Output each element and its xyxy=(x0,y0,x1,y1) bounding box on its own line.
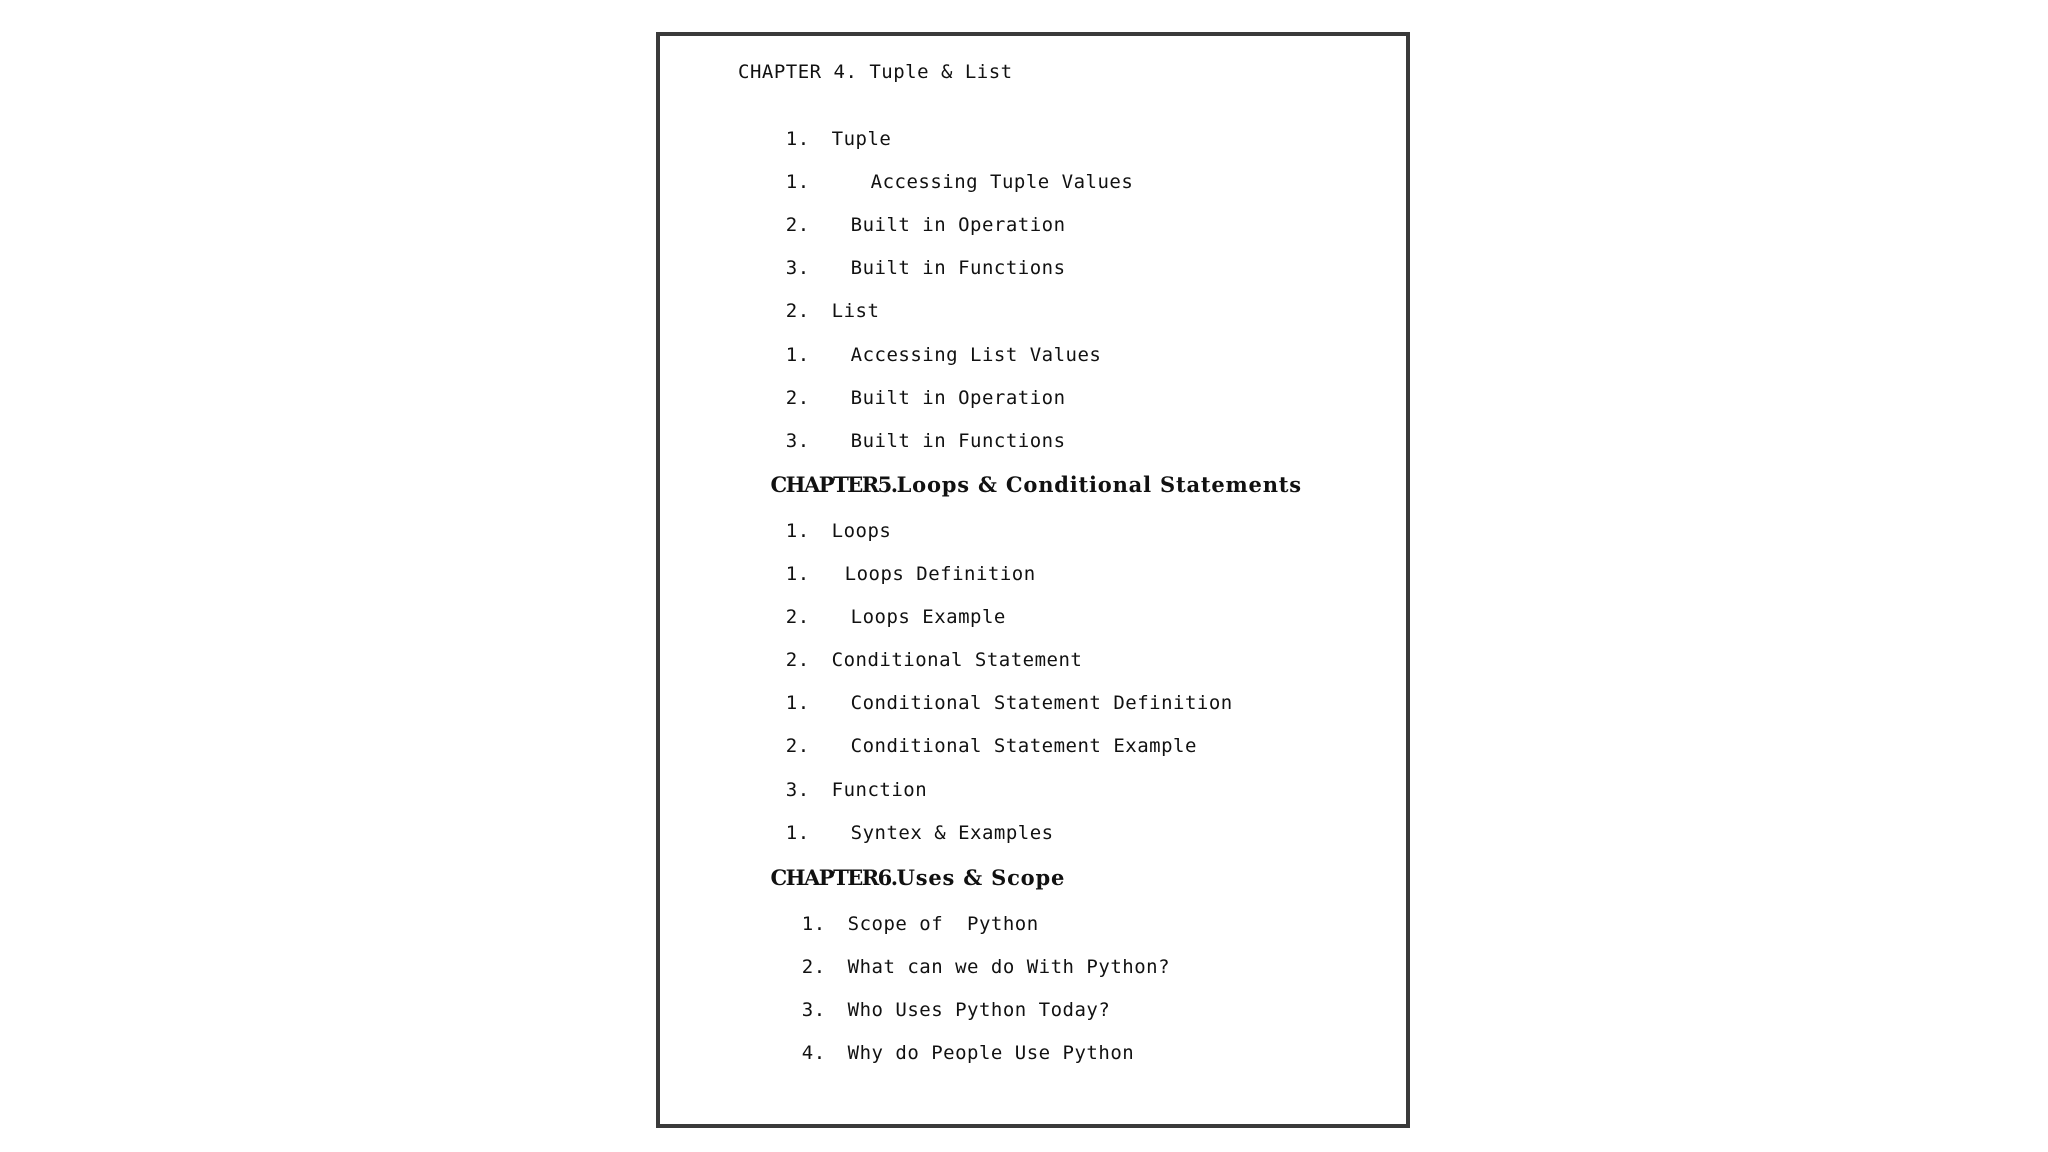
item-number: 2. xyxy=(785,387,810,409)
item-number: 2. xyxy=(785,735,810,757)
section-label: Conditional Statement xyxy=(831,649,1083,671)
item-number: 2. xyxy=(801,956,826,978)
item-number: 1. xyxy=(785,822,810,844)
item-label: Loops Example xyxy=(850,606,1006,628)
item-number: 2. xyxy=(785,214,810,236)
item-label: Built in Operation xyxy=(850,387,1066,409)
item-label: Accessing Tuple Values xyxy=(870,171,1134,193)
chapter6-title: Uses & Scope xyxy=(896,865,1066,890)
item-number: 3. xyxy=(785,257,810,279)
item-label: Who Uses Python Today? xyxy=(847,999,1111,1021)
item-number: 1. xyxy=(785,563,810,585)
toc-item xyxy=(754,1017,1134,1089)
section-label: Function xyxy=(831,779,928,801)
item-label: Conditional Statement Definition xyxy=(850,692,1233,714)
item-label: Loops Definition xyxy=(844,563,1036,585)
item-label: Built in Functions xyxy=(850,257,1066,279)
item-number: 1. xyxy=(785,171,810,193)
section-label: Tuple xyxy=(831,128,892,150)
item-number: 1. xyxy=(785,344,810,366)
section-number: 1. xyxy=(785,128,810,150)
item-label: Scope of Python xyxy=(847,913,1039,935)
chapter4-title: CHAPTER 4. Tuple & List xyxy=(738,61,1013,83)
chapter5-title: Loops & Conditional Statements xyxy=(896,472,1302,497)
section-number: 2. xyxy=(785,649,810,671)
item-number: 3. xyxy=(785,430,810,452)
chapter6-prefix: CHAPTER6. xyxy=(770,865,897,890)
item-label: Why do People Use Python xyxy=(847,1042,1135,1064)
item-number: 1. xyxy=(785,692,810,714)
item-label: Built in Functions xyxy=(850,430,1066,452)
section-number: 3. xyxy=(785,779,810,801)
item-label: Built in Operation xyxy=(850,214,1066,236)
item-number: 4. xyxy=(801,1042,826,1064)
section-number: 2. xyxy=(785,300,810,322)
item-number: 3. xyxy=(801,999,826,1021)
chapter5-prefix: CHAPTER5. xyxy=(770,472,897,497)
item-number: 2. xyxy=(785,606,810,628)
item-label: Syntex & Examples xyxy=(850,822,1054,844)
item-number: 1. xyxy=(801,913,826,935)
document-page xyxy=(656,32,1410,1128)
item-label: Accessing List Values xyxy=(850,344,1102,366)
section-number: 1. xyxy=(785,520,810,542)
item-label: Conditional Statement Example xyxy=(850,735,1197,757)
section-label: Loops xyxy=(831,520,892,542)
section-label: List xyxy=(831,300,880,322)
item-label: What can we do With Python? xyxy=(847,956,1171,978)
